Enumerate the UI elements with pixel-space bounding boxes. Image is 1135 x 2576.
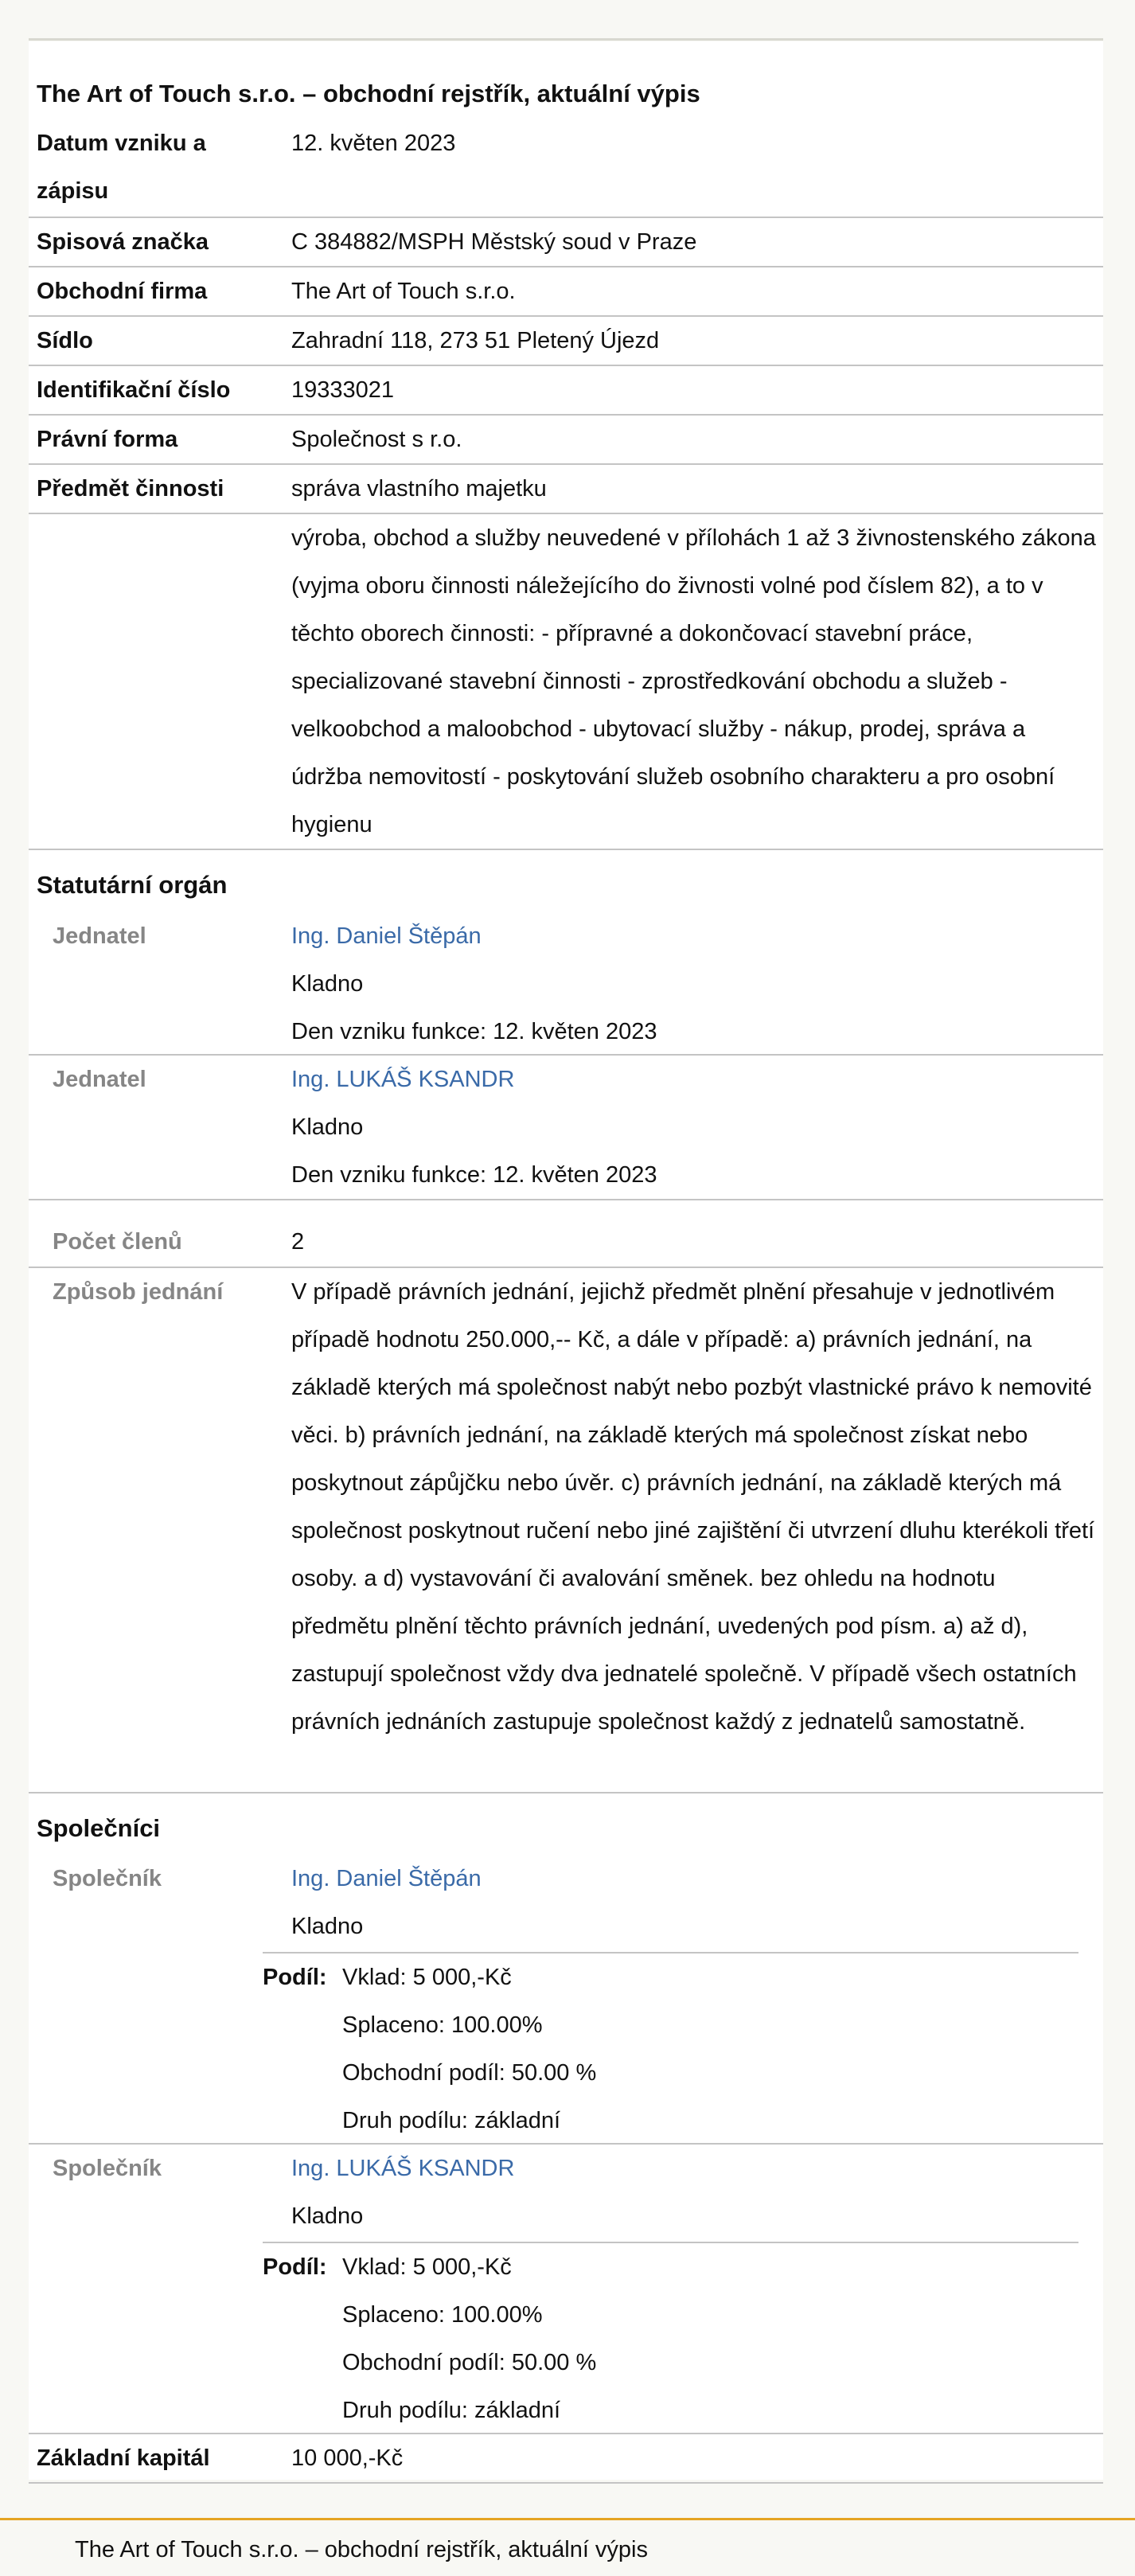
- value-sidlo: [291, 317, 1099, 365]
- label-spolecnik-1: Společník: [53, 1866, 162, 1891]
- predmet-cinnosti-text-1: správa vlastního majetku: [291, 476, 547, 502]
- jednatel-2-name-link[interactable]: Ing. LUKÁŠ KSANDR: [291, 1067, 515, 1092]
- jednatel-1-city: Kladno: [291, 971, 364, 997]
- row-sidlo: [29, 317, 1103, 366]
- share-2-obchodni-podil: Obchodní podíl: 50.00 %: [342, 2350, 597, 2375]
- value-ico: [291, 366, 1099, 414]
- label-zakladni-kapital: Základní kapitál: [37, 2445, 210, 2471]
- label-zpusob-jednani: Způsob jednání: [53, 1279, 224, 1305]
- value-pravni-forma: [291, 416, 1099, 463]
- spolecnik-1-city: Kladno: [291, 1914, 364, 1939]
- row-zpusob-jednani: [29, 1267, 1103, 1793]
- share-1-values: [342, 1953, 596, 2145]
- page-title: The Art of Touch s.r.o. – obchodní rejstřík, aktuální výpis: [37, 80, 700, 107]
- label-predmet-cinnosti: Předmět činnosti: [37, 476, 224, 502]
- jednatel-1-name-link[interactable]: Ing. Daniel Štěpán: [291, 923, 482, 949]
- predmet-cinnosti-text-2: výroba, obchod a služby neuvedené v přílohách 1 až 3 živnostenského zákona (vyjma oboru činnosti náležejícího do živnosti volné pod číslem 82), a to v těchto oborech činnosti: - přípravné a dokončovací stavební práce, specializované stavební činnosti - zprostředkování obchodu a služeb - velkoobchod a maloobchod - ubytovací služby - nákup, prodej, správa a údržba nemovitostí - poskytování služeb osobního charakteru a pro osobní hygienu: [291, 525, 1096, 837]
- row-spisova-znacka: [29, 218, 1103, 267]
- datum-vzniku-text: 12. květen 2023: [291, 131, 456, 156]
- share-1-vklad: Vklad: 5 000,-Kč: [342, 1965, 512, 1990]
- label-datum-vzniku: Datum vzniku a zápisu: [37, 131, 206, 204]
- value-predmet-cinnosti-1: [291, 465, 1099, 513]
- footer-text: The Art of Touch s.r.o. – obchodní rejstřík, aktuální výpis: [75, 2537, 649, 2562]
- label-sidlo: Sídlo: [37, 328, 93, 353]
- value-spisova-znacka: [291, 218, 1099, 266]
- value-zakladni-kapital: [291, 2434, 1099, 2482]
- spolecnik-2-city: Kladno: [291, 2203, 364, 2229]
- spolecnik-2-name-link[interactable]: Ing. LUKÁŠ KSANDR: [291, 2156, 515, 2181]
- spisova-znacka-text: C 384882/MSPH Městský soud v Praze: [291, 229, 697, 255]
- share-1-druh: Druh podílu: základní: [342, 2108, 561, 2133]
- label-spisova-znacka: Spisová značka: [37, 229, 209, 255]
- label-spolecnik-2: Společník: [53, 2156, 162, 2181]
- footer-rule: [0, 2518, 1135, 2520]
- row-pocet-clenu: [29, 1218, 1103, 1266]
- value-predmet-cinnosti-2: [291, 514, 1099, 849]
- row-obchodni-firma: [29, 267, 1103, 317]
- zpusob-jednani-text: V případě právních jednání, jejichž předmět plnění přesahuje v jednotlivém případě hodnotu 250.000,-- Kč, a dále v případě: a) právních jednání, na základě kterých má společnost nabýt nebo pozbýt vlastnické právo k nemovité věci. b) právních jednání, na základě kterých má společnost získat nebo poskytnout zápůjčku nebo úvěr. c) právních jednání, na základě kterých má společnost poskytnout ručení nebo jiné zajištění či utvrzení dluhu kterékoli třetí osoby. a d) vystavování či avalování směnek. bez ohledu na hodnotu předmětu plnění těchto právních jednání, uvedených pod písm. a) až d), zastupují společnost vždy dva jednatelé společně. V případě všech ostatních právních jednáních zastupuje společnost každý z jednatelů samostatně.: [291, 1279, 1095, 1735]
- share-spolecnik-1: [263, 1952, 1078, 2145]
- row-pravni-forma: [29, 416, 1103, 465]
- label-ico: Identifikační číslo: [37, 377, 231, 403]
- obchodni-firma-text: The Art of Touch s.r.o.: [291, 279, 516, 304]
- ico-text: 19333021: [291, 377, 395, 403]
- label-obchodni-firma: Obchodní firma: [37, 279, 208, 304]
- zakladni-kapital-text: 10 000,-Kč: [291, 2445, 404, 2471]
- share-1-splaceno: Splaceno: 100.00%: [342, 2012, 543, 2038]
- sidlo-text: Zahradní 118, 273 51 Pletený Újezd: [291, 328, 660, 353]
- row-zakladni-kapital: [29, 2434, 1103, 2484]
- top-rule: [29, 38, 1103, 41]
- share-2-values: [342, 2243, 596, 2434]
- value-spolecnik-1: [291, 1855, 1099, 1950]
- value-spolecnik-2: [291, 2145, 1099, 2240]
- value-datum-vzniku: [291, 119, 1099, 167]
- share-2-splaceno: Splaceno: 100.00%: [342, 2302, 543, 2328]
- value-obchodni-firma: [291, 267, 1099, 315]
- pravni-forma-text: Společnost s r.o.: [291, 427, 462, 452]
- row-predmet-cinnosti: [29, 465, 1103, 514]
- row-ico: [29, 366, 1103, 416]
- label-pravni-forma: Právní forma: [37, 427, 178, 452]
- share-2-label: Podíl:: [263, 2254, 327, 2280]
- spolecnik-1-name-link[interactable]: Ing. Daniel Štěpán: [291, 1866, 482, 1891]
- share-1-label: Podíl:: [263, 1965, 327, 1990]
- row-jednatel-2: [29, 1056, 1103, 1200]
- row-predmet-cinnosti-2: [29, 514, 1103, 850]
- label-jednatel-2: Jednatel: [53, 1067, 146, 1092]
- value-zpusob-jednani: [291, 1268, 1099, 1746]
- value-jednatel-2: [291, 1056, 1099, 1199]
- section-spolecnici: Společníci: [37, 1814, 161, 1842]
- share-1-obchodni-podil: Obchodní podíl: 50.00 %: [342, 2060, 597, 2086]
- section-statutarni-organ: Statutární orgán: [37, 871, 228, 899]
- pocet-clenu-text: 2: [291, 1229, 305, 1255]
- row-datum-vzniku: [29, 119, 1103, 218]
- jednatel-2-since: Den vzniku funkce: 12. květen 2023: [291, 1162, 657, 1188]
- jednatel-1-since: Den vzniku funkce: 12. květen 2023: [291, 1019, 657, 1044]
- share-2-vklad: Vklad: 5 000,-Kč: [342, 2254, 512, 2280]
- label-jednatel-1: Jednatel: [53, 923, 146, 949]
- value-pocet-clenu: [291, 1218, 1099, 1266]
- share-2-druh: Druh podílu: základní: [342, 2398, 561, 2423]
- share-spolecnik-2: [263, 2242, 1078, 2434]
- jednatel-2-city: Kladno: [291, 1114, 364, 1140]
- value-jednatel-1: [291, 912, 1099, 1056]
- row-jednatel-1: [29, 912, 1103, 1056]
- label-pocet-clenu: Počet členů: [53, 1229, 182, 1255]
